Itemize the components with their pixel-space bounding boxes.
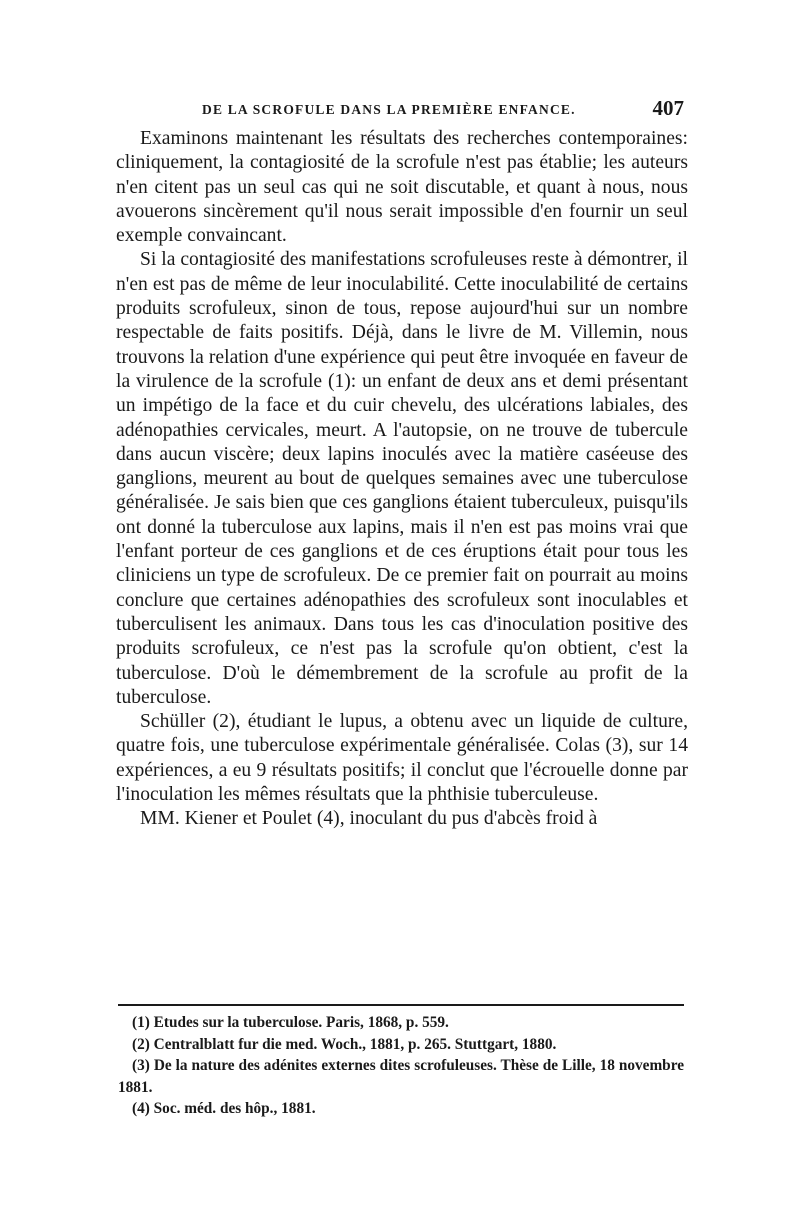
paragraph: Si la contagiosité des manifestations scrofuleuses reste à démontrer, il n'en est pas de même de leur inoculabilité. Cette inoculabilité de certains produits scrofuleux, sinon de tous, repose aujourd'hui sur un nombre respectable de faits positifs. Déjà, dans le livre de M. Villemin, nous trouvons la relation d'une expérience qui peut être invoquée en faveur de la virulence de la scrofule (1): un enfant de deux ans et demi présentant un impétigo de la face et du cuir chevelu, des ulcérations labiales, des adénopathies cervicales, meurt. A l'autopsie, on ne trouve de tubercule dans aucun viscère; deux lapins inoculés avec la matière caséeuse des ganglions, meurent au bout de quelques semaines avec une tuberculose généralisée. Je sais bien que ces ganglions étaient tuberculeux, puisqu'ils ont donné la tuberculose aux lapins, mais il n'en est pas moins vrai que l'enfant porteur de ces ganglions et de ces éruptions était pour tous les cliniciens un type de scrofuleux. De ce premier fait on pourrait au moins conclure que certaines adénopathies des scrofuleux sont inoculables et tuberculisent les animaux. Dans tous les cas d'inoculation positive des produits scrofuleux, ce n'est pas la scrofule qu'on obtient, c'est la tuberculose. D'où le démembrement de la scrofule au profit de la tuberculose.: [116, 249, 688, 708]
running-head: [118, 96, 684, 124]
footnote: (3) De la nature des adénites externes dites scrofuleuses. Thèse de Lille, 18 novembre 1881.: [118, 1057, 684, 1096]
page-number: 407: [652, 96, 684, 120]
footnotes: [118, 1012, 684, 1120]
body-text: [116, 127, 688, 832]
paragraph: Examinons maintenant les résultats des recherches contemporaines: cliniquement, la contagiosité de la scrofule n'est pas établie; les auteurs n'en citent pas un seul cas qui ne soit discutable, et quant à nous, nous avouerons sincèrement qu'il nous serait impossible d'en fournir un seul exemple convaincant.: [116, 128, 688, 247]
footnote: (2) Centralblatt fur die med. Woch., 1881, p. 265. Stuttgart, 1880.: [132, 1035, 557, 1053]
paragraph: MM. Kiener et Poulet (4), inoculant du pus d'abcès froid à: [140, 808, 598, 830]
footnote: (1) Etudes sur la tuberculose. Paris, 1868, p. 559.: [132, 1014, 449, 1031]
running-title: DE LA SCROFULE DANS LA PREMIÈRE ENFANCE.: [202, 102, 576, 117]
footnote-divider: [118, 1004, 684, 1006]
footnote: (4) Soc. méd. des hôp., 1881.: [132, 1100, 316, 1118]
paragraph: Schüller (2), étudiant le lupus, a obtenu avec un liquide de culture, quatre fois, une tuberculose expérimentale généralisée. Colas (3), sur 14 expériences, a eu 9 résultats positifs; il conclut que l'écrouelle donne par l'inoculation les mêmes résultats que la phthisie tuberculeuse.: [116, 711, 688, 806]
